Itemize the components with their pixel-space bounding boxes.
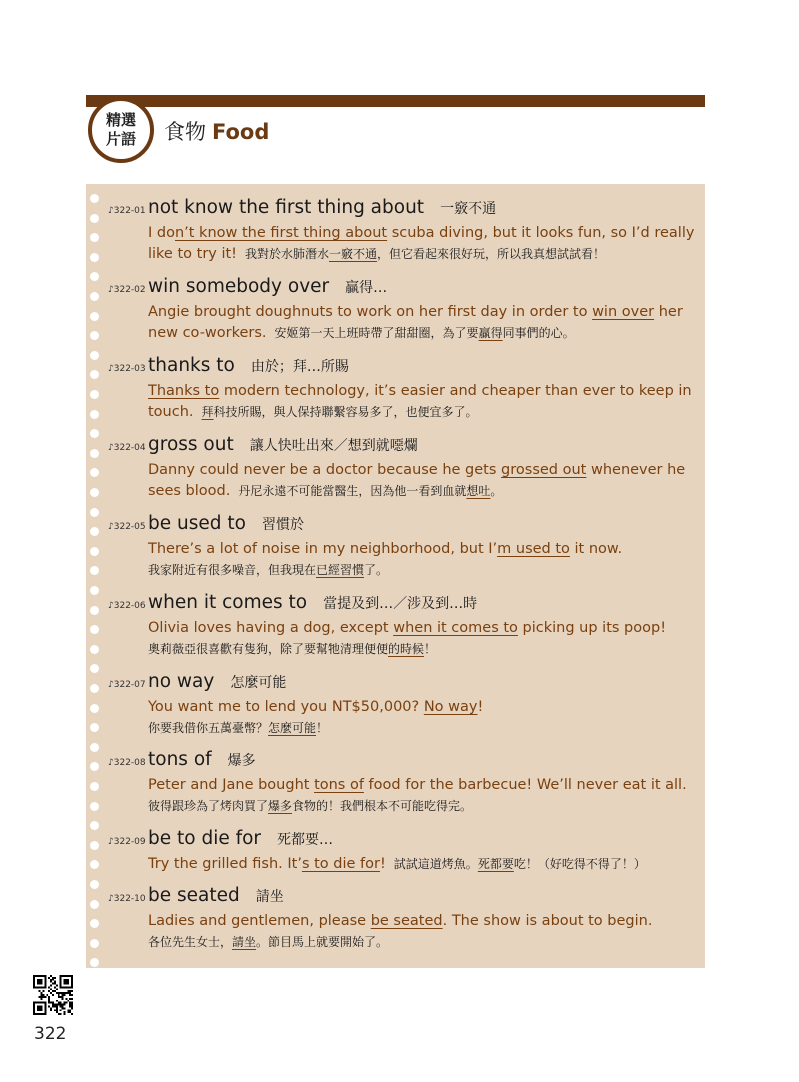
section-title-zh: 食物 [164, 120, 206, 144]
binder-hole [90, 586, 99, 595]
binder-hole [90, 841, 99, 850]
phrase-entry [108, 592, 698, 659]
example-text: modern technology, it’s easier and cheaper than ever to keep in touch. [148, 383, 692, 420]
binder-hole [90, 645, 99, 654]
example-sentence [148, 618, 698, 659]
phrase-text: be used to [148, 513, 246, 534]
binder-hole [90, 821, 99, 830]
example-text: ! [379, 856, 386, 872]
binder-hole [90, 468, 99, 477]
phrase-text: thanks to [148, 355, 235, 376]
phrase-text: no way [148, 671, 215, 692]
audio-track-code[interactable]: ♪322-07 [108, 680, 146, 690]
example-text: . The show is about to begin. [442, 913, 653, 929]
translation-text: 吃！（好吃得不得了！） [513, 857, 646, 871]
phrase-entry [108, 513, 698, 580]
example-text: Angie brought doughnuts to work on her first day in order to [148, 304, 593, 320]
example-translation [245, 247, 605, 261]
translation-text: 。 [490, 484, 503, 498]
binder-hole [90, 743, 99, 752]
entry-heading [108, 749, 698, 773]
translation-highlight: 爆多 [268, 799, 293, 813]
example-sentence [148, 460, 698, 502]
example-text: food for the barbecue! We’ll never eat it all. [363, 777, 687, 793]
binder-hole [90, 233, 99, 242]
binder-hole [90, 782, 99, 791]
qr-code-icon[interactable] [33, 975, 73, 1015]
binder-hole [90, 331, 99, 340]
page-number: 322 [34, 1024, 67, 1044]
binder-hole [90, 508, 99, 517]
example-text: ! [477, 699, 484, 715]
binder-hole [90, 488, 99, 497]
example-text: Olivia loves having a dog, except [148, 620, 394, 636]
example-sentence [148, 775, 698, 816]
translation-text: 科技所賜，與人保持聯繫容易多了，也便宜多了。 [213, 405, 478, 419]
translation-text: ！ [316, 721, 329, 735]
translation-text: 我對於水肺潛水 [245, 247, 330, 261]
example-sentence [148, 911, 698, 952]
phrase-text: tons of [148, 749, 212, 770]
binder-hole [90, 664, 99, 673]
example-sentence [148, 854, 698, 875]
badge-line-2: 片語 [105, 130, 136, 148]
phrase-definition-zh: 由於；拜…所賜 [250, 359, 349, 375]
audio-track-code[interactable]: ♪322-04 [108, 443, 146, 453]
audio-track-code[interactable]: ♪322-06 [108, 601, 146, 611]
translation-highlight: 拜 [201, 405, 214, 419]
section-header-bar [86, 95, 705, 107]
binder-hole [90, 253, 99, 262]
translation-highlight: 請坐 [232, 935, 257, 949]
binder-hole [90, 684, 99, 693]
binder-hole [90, 900, 99, 909]
translation-text: 。節目馬上就要開始了。 [256, 935, 389, 949]
binder-hole [90, 449, 99, 458]
phrase-text: not know the first thing about [148, 197, 425, 218]
badge-line-1: 精選 [105, 111, 136, 129]
binder-hole [90, 547, 99, 556]
binder-hole [90, 625, 99, 634]
binder-hole [90, 194, 99, 203]
example-highlight: s to die for [301, 856, 380, 872]
example-sentence [148, 381, 698, 423]
entry-heading [108, 828, 698, 852]
audio-track-code[interactable]: ♪322-09 [108, 837, 146, 847]
binder-hole [90, 919, 99, 928]
example-text: You want me to lend you NT$50,000? [148, 699, 424, 715]
translation-highlight: 贏得 [478, 326, 503, 340]
phrase-entry [108, 749, 698, 816]
example-highlight: when it comes to [393, 620, 518, 636]
phrase-entry [108, 276, 698, 344]
example-sentence [148, 539, 698, 580]
example-highlight: m used to [497, 541, 570, 557]
translation-text: 了。 [364, 563, 389, 577]
example-highlight: win over [592, 304, 655, 320]
entry-heading [108, 197, 698, 221]
binder-hole [90, 292, 99, 301]
entry-heading [108, 885, 698, 909]
entry-heading [108, 671, 698, 695]
binder-hole [90, 958, 99, 967]
example-translation [148, 932, 698, 952]
example-sentence [148, 302, 698, 344]
binder-hole [90, 527, 99, 536]
phrase-entry [108, 885, 698, 952]
example-highlight: tons of [314, 777, 364, 793]
phrase-definition-zh: 一竅不通 [440, 201, 497, 217]
translation-highlight: 死都要 [477, 857, 514, 871]
phrase-definition-zh: 習慣於 [261, 517, 304, 533]
example-translation [238, 484, 502, 498]
audio-track-code[interactable]: ♪322-02 [108, 285, 146, 295]
example-text: whenever he sees blood. [148, 462, 686, 499]
binder-hole [90, 429, 99, 438]
translation-text: 彼得跟珍為了烤肉買了 [148, 799, 269, 813]
translation-text: 丹尼永遠不可能當醫生，因為他一看到血就 [238, 484, 467, 498]
entry-heading [108, 434, 698, 458]
phrase-definition-zh: 怎麼可能 [230, 675, 287, 691]
binder-hole [90, 704, 99, 713]
phrase-definition-zh: 死都要… [277, 832, 334, 848]
translation-text: ，但它看起來很好玩，所以我真想試試看！ [377, 247, 606, 261]
translation-text: 安姬第一天上班時帶了甜甜圈，為了要 [274, 326, 479, 340]
translation-highlight: 已經習慣 [316, 563, 365, 577]
phrase-definition-zh: 贏得… [345, 280, 388, 296]
example-text: her new co-workers. [148, 304, 683, 341]
translation-text: 試試這道烤魚。 [393, 857, 478, 871]
audio-track-code[interactable]: ♪322-03 [108, 364, 146, 374]
example-text: Danny could never be a doctor because he gets [148, 462, 502, 478]
binder-hole [90, 370, 99, 379]
binder-hole [90, 939, 99, 948]
phrase-text: when it comes to [148, 592, 308, 613]
translation-text: ！ [424, 642, 437, 656]
example-text: Peter and Jane bought [148, 777, 315, 793]
example-highlight: No way [423, 699, 478, 715]
translation-text: 同事們的心。 [502, 326, 575, 340]
binder-hole [90, 762, 99, 771]
example-highlight: grossed out [501, 462, 587, 478]
section-badge [88, 97, 154, 163]
phrase-entry [108, 671, 698, 738]
binder-hole [90, 410, 99, 419]
binder-hole [90, 312, 99, 321]
translation-highlight: 怎麼可能 [268, 721, 317, 735]
phrase-entry [108, 197, 698, 265]
example-translation [275, 326, 575, 340]
example-text: There’s a lot of noise in my neighborhood, but I’ [148, 541, 498, 557]
binder-hole [90, 880, 99, 889]
phrase-text: gross out [148, 434, 234, 455]
phrase-text: be to die for [148, 828, 262, 849]
example-translation [202, 405, 478, 419]
example-highlight: n’t know the first thing about [174, 225, 388, 241]
translation-highlight: 一竅不通 [329, 247, 378, 261]
binder-hole [90, 272, 99, 281]
audio-track-code[interactable]: ♪322-01 [108, 206, 146, 216]
example-highlight: Thanks to [148, 383, 220, 399]
phrase-entry [108, 434, 698, 502]
translation-text: 你要我借你五萬臺幣？ [148, 721, 269, 735]
example-text: picking up its poop! [517, 620, 667, 636]
translation-highlight: 的時候 [388, 642, 425, 656]
phrase-definition-zh: 爆多 [227, 753, 256, 769]
binder-hole [90, 351, 99, 360]
example-translation [394, 857, 646, 871]
phrase-definition-zh: 請坐 [255, 889, 284, 905]
translation-text: 奧莉薇亞很喜歡有隻狗，除了要幫牠清理便便 [148, 642, 389, 656]
section-title [164, 116, 269, 146]
translation-highlight: 想吐 [466, 484, 491, 498]
translation-text: 我家附近有很多噪音，但我現在 [148, 563, 317, 577]
example-text: scuba diving, but it looks fun, so I’d really like to try it! [148, 225, 695, 262]
example-text: Ladies and gentlemen, please [148, 913, 371, 929]
audio-track-code[interactable]: ♪322-08 [108, 758, 146, 768]
entry-heading [108, 355, 698, 379]
phrase-text: be seated [148, 885, 240, 906]
example-translation [148, 718, 698, 738]
example-translation [148, 560, 698, 580]
binder-hole [90, 860, 99, 869]
example-text: it now. [569, 541, 623, 557]
example-translation [148, 639, 698, 659]
entry-heading [108, 276, 698, 300]
example-text: I do [148, 225, 175, 241]
audio-track-code[interactable]: ♪322-05 [108, 522, 146, 532]
phrase-text: win somebody over [148, 276, 330, 297]
example-highlight: be seated [370, 913, 443, 929]
phrase-definition-zh: 當提及到…／涉及到…時 [323, 596, 478, 612]
example-translation [148, 796, 698, 816]
entry-heading [108, 592, 698, 616]
binder-hole [90, 214, 99, 223]
phrase-definition-zh: 讓人快吐出來／想到就噁爛 [249, 438, 418, 454]
binder-hole [90, 566, 99, 575]
example-sentence [148, 697, 698, 738]
example-sentence [148, 223, 698, 265]
binder-hole [90, 802, 99, 811]
section-title-en: Food [212, 120, 270, 144]
translation-text: 食物的！我們根本不可能吃得完。 [292, 799, 473, 813]
phrase-entry [108, 355, 698, 423]
entry-heading [108, 513, 698, 537]
binder-hole [90, 390, 99, 399]
audio-track-code[interactable]: ♪322-10 [108, 894, 146, 904]
binder-hole [90, 723, 99, 732]
binder-hole [90, 606, 99, 615]
translation-text: 各位先生女士， [148, 935, 233, 949]
phrase-entry [108, 828, 698, 875]
example-text: Try the grilled fish. It’ [148, 856, 302, 872]
